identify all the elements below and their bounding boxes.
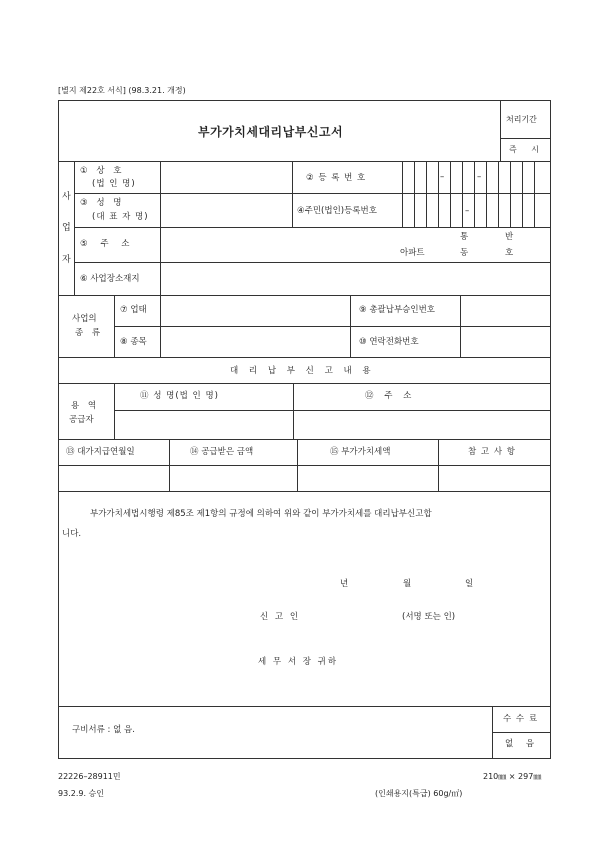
attachments-label: 구비서류 : 없 음. <box>72 725 135 735</box>
border-left-bottom <box>58 706 59 758</box>
year-label: 년 <box>340 579 349 589</box>
section-title: 대 리 납 부 신 고 내 용 <box>230 366 375 376</box>
resident-number-label: ④주민(법인)등록번호 <box>297 206 377 216</box>
form-number: [별지 제22호 서식] (98.3.21. 개정) <box>58 86 186 95</box>
business-type-label-2: 종 류 <box>75 328 104 338</box>
side-label-3: 자 <box>62 255 71 265</box>
fee-value: 없 음 <box>505 739 540 749</box>
signature-label: (서명 또는 인) <box>402 612 456 622</box>
ho-label: 호 <box>505 248 514 258</box>
resident-dash: – <box>465 206 470 216</box>
processing-period-label: 처리기간 <box>506 115 537 124</box>
workplace-label: ⑥ 사업장소재지 <box>80 274 140 284</box>
dong-label: 동 <box>460 248 469 258</box>
recipient-label: 세 무 서 장 귀하 <box>258 657 339 667</box>
phone-label: ⑩ 연락전화번호 <box>359 337 419 347</box>
corporate-name-label: (법 인 명) <box>92 179 136 189</box>
border-left <box>58 100 59 706</box>
reg-dash-1: – <box>440 172 445 182</box>
business-item-label: ⑧ 종목 <box>120 337 147 347</box>
declaration-text-1: 부가가치세법시행령 제85조 제1항의 규정에 의하여 위와 같이 부가가치세를 대리납부신고합 <box>90 509 432 519</box>
supplier-label-2: 공급자 <box>69 415 94 425</box>
day-label: 일 <box>465 579 474 589</box>
representative-sub-label: (대 표 자 명) <box>92 212 149 222</box>
month-label: 월 <box>403 579 412 589</box>
supply-amount-label: ⑭ 공급받은 금액 <box>190 447 254 457</box>
side-label-1: 사 <box>62 192 71 202</box>
business-category-label: ⑦ 업태 <box>120 305 147 315</box>
hq-approval-label: ⑨ 총괄납부승인번호 <box>359 305 436 315</box>
notes-label: 참 고 사 항 <box>468 447 516 457</box>
border-top <box>58 100 551 101</box>
supplier-label-1: 용 역 <box>71 401 100 411</box>
form-code: 22226–28911민 <box>58 772 121 781</box>
processing-period-value: 즉 시 <box>509 145 545 154</box>
border-right <box>550 100 551 758</box>
business-type-label-1: 사업의 <box>72 314 97 324</box>
approval-date: 93.2.9. 승인 <box>58 789 104 798</box>
border-bottom <box>58 758 551 759</box>
ban-label: 반 <box>505 232 514 242</box>
side-label-2: 업 <box>62 223 71 233</box>
trade-name-label: ① 상 호 <box>80 166 125 176</box>
vat-amount-label: ⑮ 부가가치세액 <box>330 447 391 457</box>
supplier-address-label: ⑫ 주 소 <box>365 391 416 401</box>
form-title: 부가가치세대리납부신고서 <box>198 125 344 139</box>
supplier-name-label: ⑪ 성 명(법 인 명) <box>140 391 219 401</box>
paper-spec: (인쇄용지(특급) 60g/㎡) <box>375 789 463 798</box>
fee-label: 수 수 료 <box>503 714 539 724</box>
declaration-text-2: 니다. <box>62 529 82 539</box>
apt-label: 아파트 <box>400 248 425 258</box>
address-label: ⑤ 주 소 <box>80 239 135 249</box>
reg-dash-2: – <box>477 172 482 182</box>
payment-date-label: ⑬ 대가지급연월일 <box>66 447 135 457</box>
paper-size: 210㎜ × 297㎜ <box>483 772 542 781</box>
tong-label: 통 <box>460 232 469 242</box>
reporter-label: 신 고 인 <box>260 612 301 622</box>
registration-number-label: ② 등 록 번 호 <box>306 173 367 183</box>
representative-label: ③ 성 명 <box>80 198 125 208</box>
